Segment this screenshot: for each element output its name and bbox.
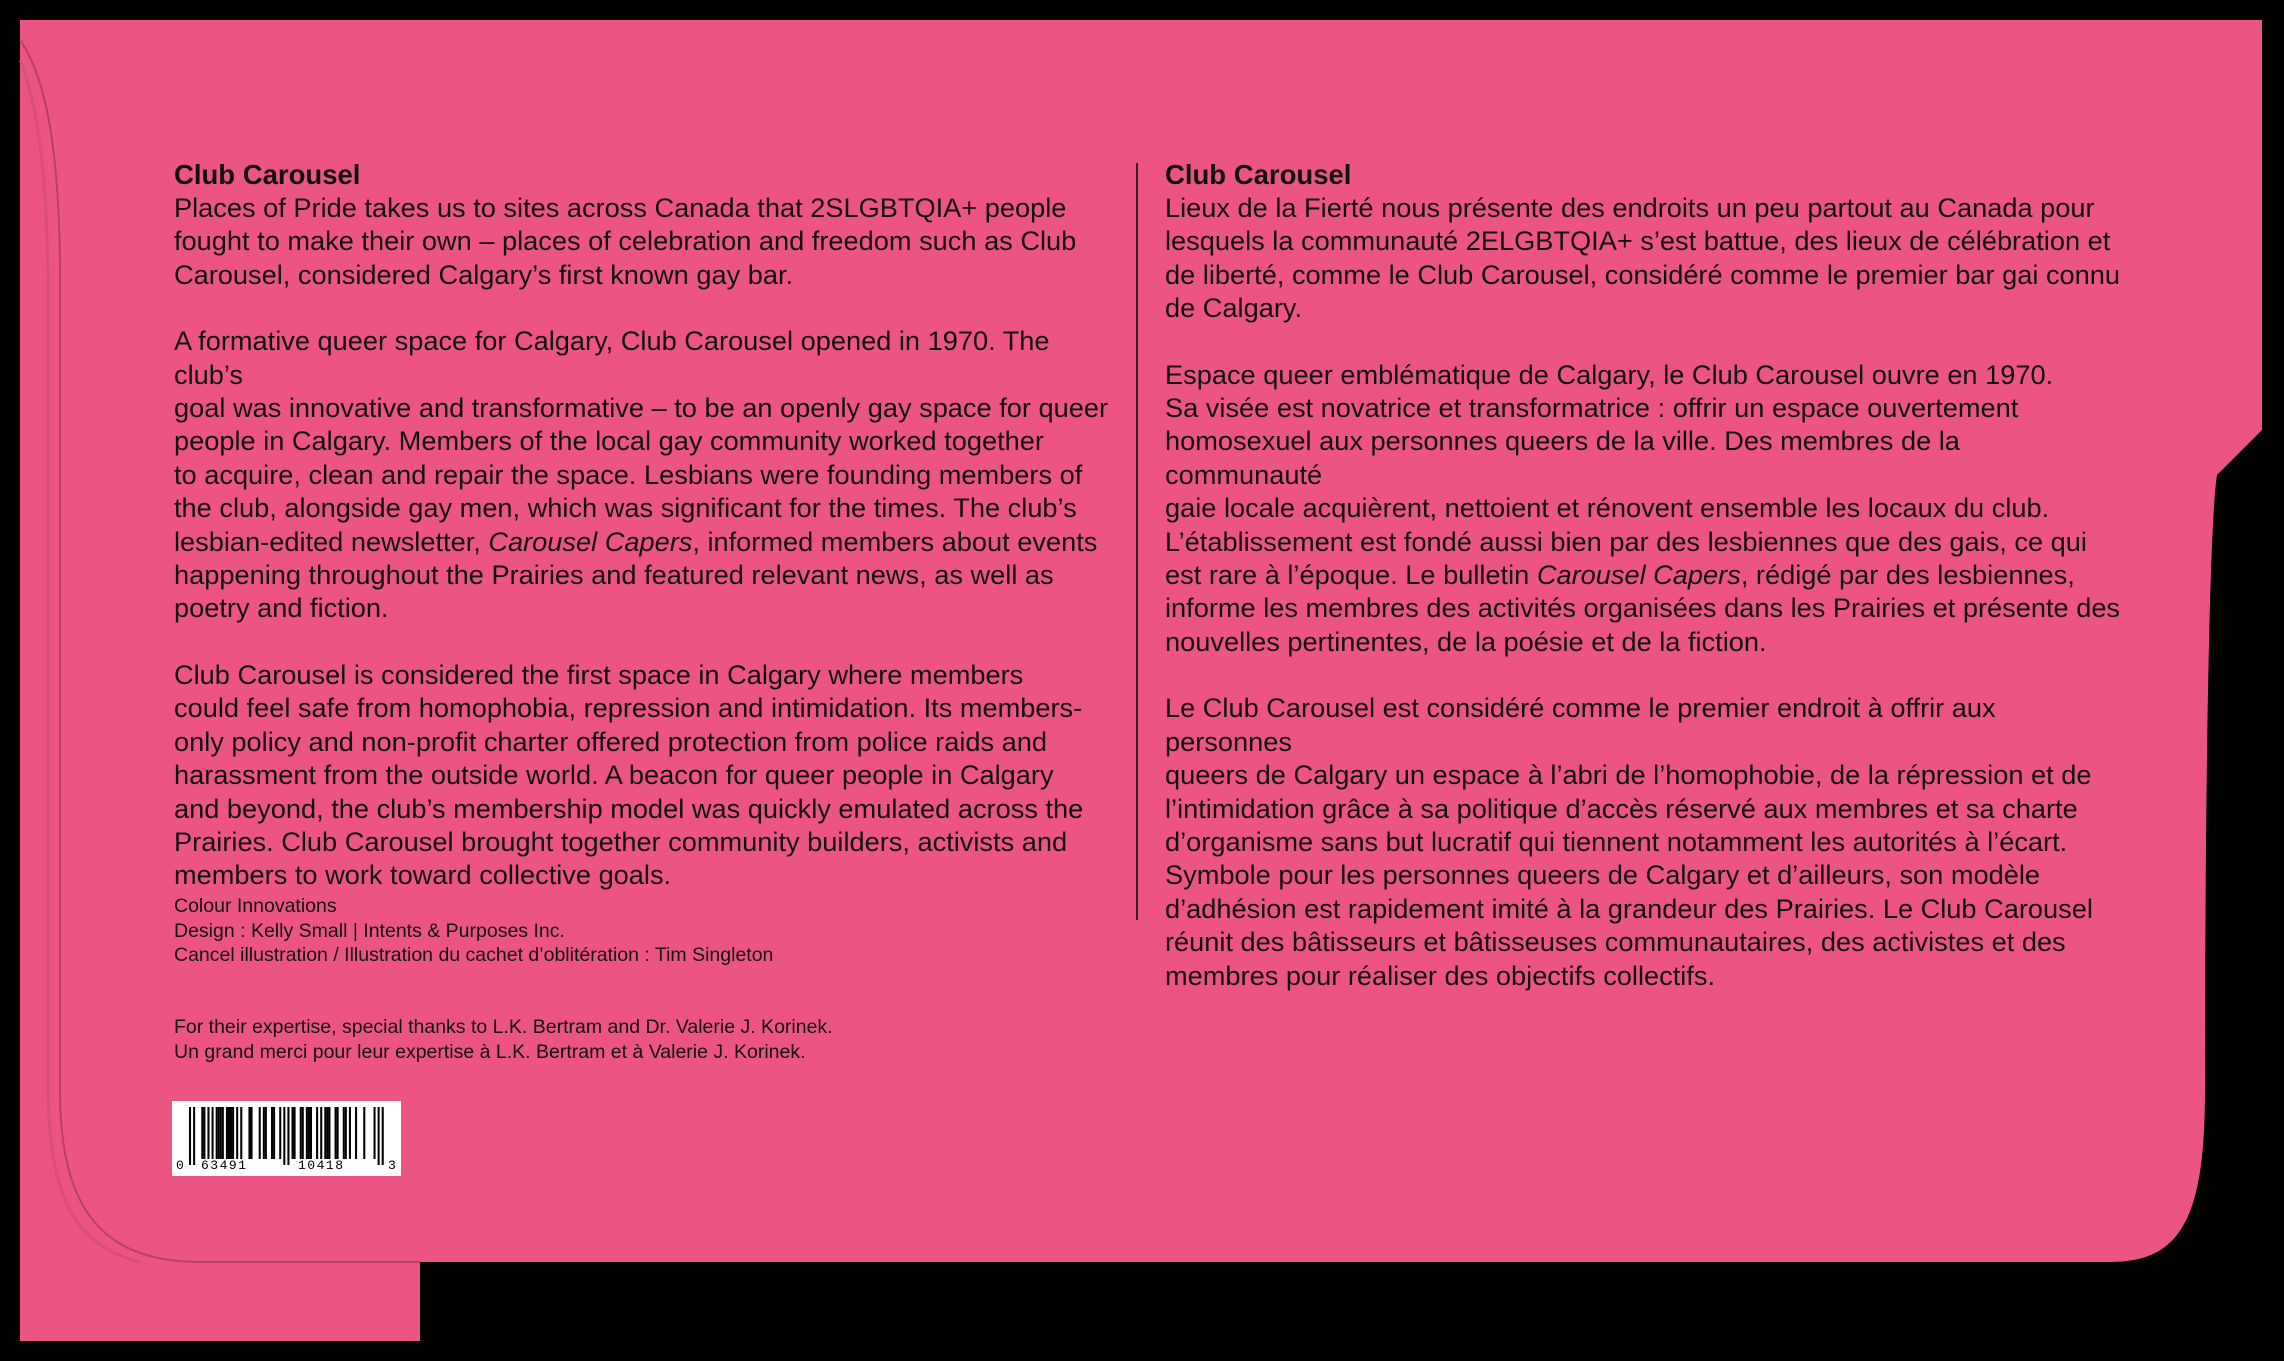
barcode-bar (236, 1107, 238, 1159)
barcode-trailing-digit: 3 (388, 1158, 396, 1173)
french-column (1165, 158, 2121, 992)
barcode-bar (218, 1107, 220, 1159)
barcode-left-digits: 63491 (201, 1158, 248, 1173)
barcode-bar (349, 1107, 351, 1159)
english-paragraph-3: Club Carousel is considered the first space in Calgary where members could feel safe from homophobia, repression and intimidation. Its members- only policy and non-profit charter offered protection from police raids and harassment from the outside world. A beacon for queer people in Calgary and beyond, the club’s membership model was quickly emulated across the Prairies. Club Carousel brought together community builders, activists and members to work toward collective goals. (174, 658, 1084, 891)
english-newsletter-name: Carousel Capers (488, 525, 693, 557)
barcode-bar (216, 1107, 218, 1159)
barcode-right-digits: 10418 (298, 1158, 345, 1173)
barcode-bar (345, 1107, 347, 1159)
barcode-bar (355, 1107, 357, 1159)
barcode-bar (324, 1107, 326, 1159)
french-newsletter-name: Carousel Capers (1536, 559, 1741, 591)
french-title: Club Carousel (1165, 159, 1352, 190)
credit-design: Design : Kelly Small | Intents & Purposes Inc. (174, 919, 565, 942)
thanks-block (174, 1015, 1074, 1064)
barcode-bar (207, 1107, 209, 1159)
barcode-bar (220, 1107, 222, 1159)
barcode-bar (228, 1107, 230, 1159)
french-paragraph-2-tail: , rédigé par des lesbiennes, informe les membres des activités organisées dans les Prairies et présente des nouvelles pertinentes, de la poésie et de la fiction. (1165, 559, 2121, 657)
barcode-bar (283, 1107, 285, 1165)
barcode-bar (294, 1107, 296, 1159)
barcode-bar (248, 1107, 250, 1159)
english-column (174, 158, 1126, 892)
credit-printer: Colour Innovations (174, 895, 337, 917)
credit-cancel-illustration: Cancel illustration / Illustration du cachet d’oblitération : Tim Singleton (174, 944, 774, 966)
french-paragraph-3: Le Club Carousel est considéré comme le premier endroit à offrir aux personnes queers de Calgary un espace à l’abri de l’homophobie, de la répression et de l’intimidation grâce à sa politique d’accès réservé aux membres et sa charte d’organisme sans but lucratif qui tiennent notamment les autorités à l’écart. Symbole pour les personnes queers de Calgary et d’ailleurs, son modèle d’adhésion est rapidement imité à la grandeur des Prairies. Le Club Carousel réunit des bâtisseurs et bâtisseuses communautaires, des activistes et des membres pour réaliser des objectifs collectifs. (1165, 692, 2093, 991)
english-paragraph-1: Places of Pride takes us to sites across Canada that 2SLGBTQIA+ people fought to make their own – places of celebration and freedom such as Club Carousel, considered Calgary’s first known gay bar. (174, 192, 1077, 290)
barcode-bar (212, 1107, 214, 1159)
barcode-bar (374, 1107, 376, 1159)
barcode-bar (363, 1107, 365, 1159)
barcode-bar (265, 1107, 267, 1159)
barcode-bar (320, 1107, 322, 1159)
barcode-bar (292, 1107, 294, 1159)
barcode-bar (273, 1107, 275, 1159)
column-divider (1136, 163, 1138, 920)
barcode-bar (240, 1107, 242, 1159)
barcode-bar (310, 1107, 312, 1159)
french-paragraph-1: Lieux de la Fierté nous présente des endroits un peu partout au Canada pour lesquels la communauté 2ELGBTQIA+ s’est battue, des lieux de célébration et de liberté, comme le Club Carousel, considéré comme le premier bar gai connu de Calgary. (1165, 192, 2121, 324)
barcode-bar (271, 1107, 273, 1159)
barcode-bar (232, 1107, 234, 1159)
thanks-french: Un grand merci pour leur expertise à L.K. Bertram et à Valerie J. Korinek. (174, 1040, 806, 1063)
barcode-bar (335, 1107, 337, 1159)
barcode-bar (302, 1107, 304, 1159)
barcode-bar (300, 1107, 302, 1159)
barcode-bar (326, 1107, 328, 1159)
barcode-bar (316, 1107, 318, 1159)
barcode-bar (279, 1107, 281, 1159)
barcode-bar (337, 1107, 339, 1159)
barcode-bar (378, 1107, 380, 1165)
barcode-bar (343, 1107, 345, 1159)
barcode-bar (308, 1107, 310, 1159)
english-paragraph-2 (174, 324, 1126, 625)
barcode-bar (251, 1107, 253, 1159)
upc-barcode (172, 1101, 401, 1176)
barcode-bar (382, 1107, 384, 1165)
barcode-bar (287, 1107, 289, 1165)
barcode-bar (193, 1107, 195, 1165)
french-paragraph-2 (1165, 358, 2121, 659)
barcode-bar (263, 1107, 265, 1159)
barcode-bar (328, 1107, 330, 1159)
french-paragraph-2-text: Espace queer emblématique de Calgary, le Club Carousel ouvre en 1970. Sa visée est novatrice et transformatrice : offrir un espace ouvertement homosexuel aux personnes queers de la ville. Des membres de la communauté gaie locale acquièrent, nettoient et rénovent ensemble les locaux du club. L’établissement est fondé aussi bien par des lesbiennes que des gais, ce qui est rare à l’époque. Le bulletin (1165, 358, 2087, 591)
barcode-bar (201, 1107, 203, 1159)
english-paragraph-2-tail: , informed members about events happening throughout the Prairies and featured relevant news, as well as poetry and fiction. (174, 525, 1098, 624)
barcode-bar (226, 1107, 228, 1159)
barcode-bar (259, 1107, 261, 1159)
barcode-bar (189, 1107, 191, 1165)
english-paragraph-2-text: A formative queer space for Calgary, Club Carousel opened in 1970. The club’s goal was innovative and transformative – to be an openly gay space for queer people in Calgary. Members of the local gay community worked together to acquire, clean and repair the space. Lesbians were founding members of the club, alongside gay men, which was significant for the times. The club’s lesbian-edited newsletter, (174, 325, 1109, 557)
barcode-bar (230, 1107, 232, 1159)
barcode-leading-digit: 0 (176, 1158, 184, 1173)
english-title: Club Carousel (174, 159, 361, 190)
barcode-bar (306, 1107, 308, 1159)
thanks-english: For their expertise, special thanks to L.K. Bertram and Dr. Valerie J. Korinek. (174, 1016, 833, 1038)
barcode-bar (203, 1107, 205, 1159)
barcode-bar (222, 1107, 224, 1159)
credits-block (174, 894, 1074, 968)
